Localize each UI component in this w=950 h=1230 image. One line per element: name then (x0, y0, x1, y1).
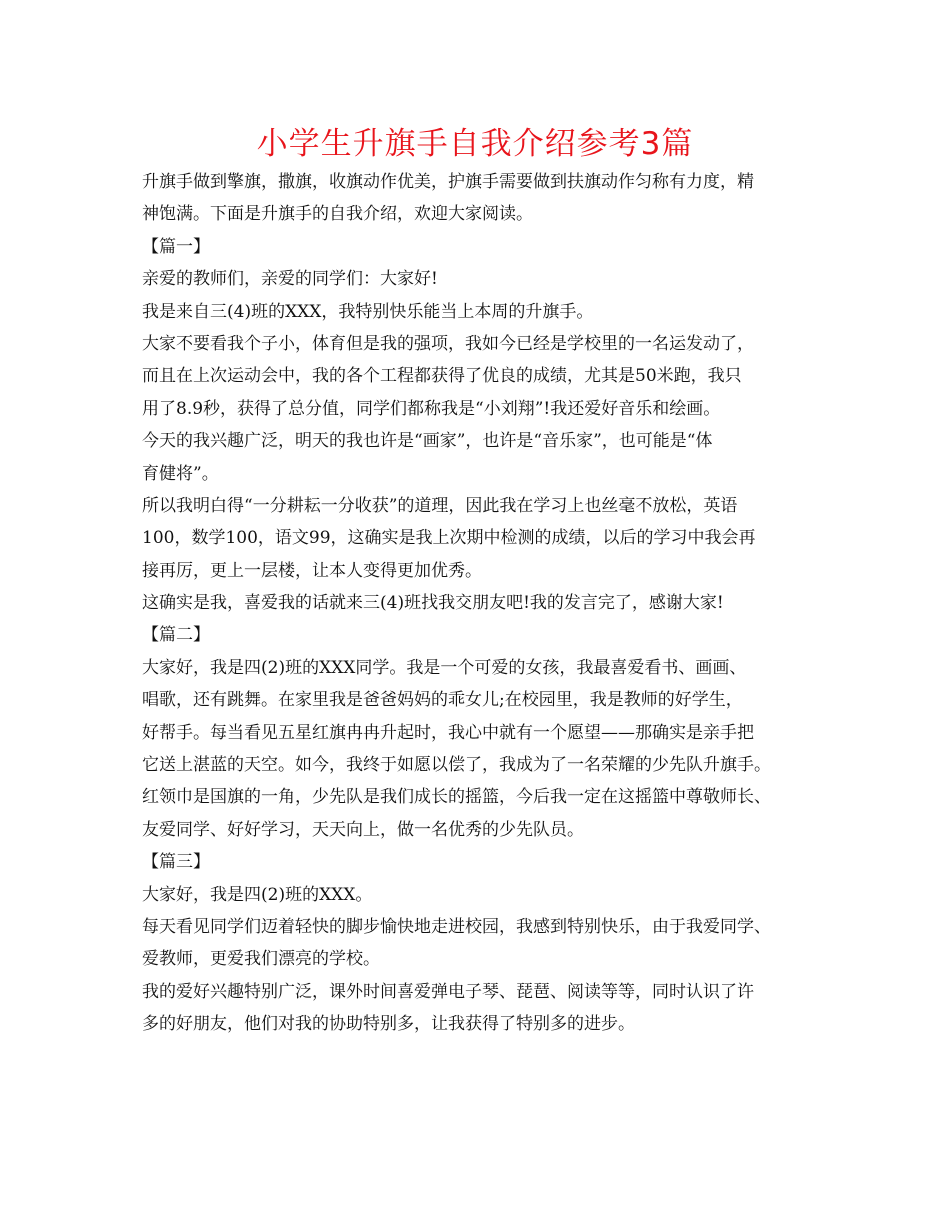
body-line: 大家好，我是四(2)班的XXX。 (142, 884, 373, 905)
body-line: 大家不要看我个子小，体育但是我的强项，我如今已经是学校里的一名运发动了， (142, 333, 754, 354)
body-line: 红领巾是国旗的一角，少先队是我们成长的摇篮，今后我一定在这摇篮中尊敬师长、 (142, 787, 771, 808)
body-line: 它送上湛蓝的天空。如今，我终于如愿以偿了，我成为了一名荣耀的少先队升旗手。 (142, 755, 771, 776)
body-line: 好帮手。每当看见五星红旗冉冉升起时，我心中就有一个愿望——那确实是亲手把 (142, 722, 754, 743)
section-heading: 【篇一】 (142, 236, 210, 257)
section-heading: 【篇二】 (142, 625, 210, 646)
body-line: 唱歌，还有跳舞。在家里我是爸爸妈妈的乖女儿;在校园里，我是教师的好学生， (142, 690, 743, 711)
body-line: 用了8.9秒，获得了总分值，同学们都称我是“小刘翔”!我还爱好音乐和绘画。 (142, 398, 721, 419)
body-line: 友爱同学、好好学习，天天向上，做一名优秀的少先队员。 (142, 819, 584, 840)
body-line: 我的爱好兴趣特别广泛，课外时间喜爱弹电子琴、琵琶、阅读等等，同时认识了许 (142, 981, 754, 1002)
body-line: 100，数学100，语文99，这确实是我上次期中检测的成绩，以后的学习中我会再 (142, 528, 756, 549)
body-line: 接再厉，更上一层楼，让本人变得更加优秀。 (142, 560, 482, 581)
document-title: 小学生升旗手自我介绍参考3篇 (256, 126, 694, 162)
body-line: 今天的我兴趣广泛，明天的我也许是“画家”，也许是“音乐家”，也可能是“体 (142, 431, 713, 452)
body-line: 亲爱的教师们，亲爱的同学们：大家好! (142, 269, 438, 290)
body-line: 这确实是我，喜爱我的话就来三(4)班找我交朋友吧!我的发言完了，感谢大家! (142, 593, 724, 614)
body-line: 而且在上次运动会中，我的各个工程都获得了优良的成绩，尤其是50米跑，我只 (142, 366, 742, 387)
section-heading: 【篇三】 (142, 852, 210, 873)
body-line: 育健将”。 (142, 463, 219, 484)
body-line: 升旗手做到擎旗，撒旗，收旗动作优美，护旗手需要做到扶旗动作匀称有力度，精 (142, 172, 754, 192)
body-line: 神饱满。下面是升旗手的自我介绍，欢迎大家阅读。 (142, 204, 533, 225)
body-line: 每天看见同学们迈着轻快的脚步愉快地走进校园，我感到特别快乐，由于我爱同学、 (142, 916, 771, 937)
body-line: 大家好，我是四(2)班的XXX同学。我是一个可爱的女孩，我最喜爱看书、画画、 (142, 657, 747, 678)
body-line: 爱教师，更爱我们漂亮的学校。 (142, 949, 380, 970)
body-line: 多的好朋友，他们对我的协助特别多，让我获得了特别多的进步。 (142, 1014, 635, 1035)
body-line: 我是来自三(4)班的XXX，我特别快乐能当上本周的升旗手。 (142, 301, 594, 322)
body-line: 所以我明白得“一分耕耘一分收获”的道理，因此我在学习上也丝毫不放松，英语 (142, 495, 738, 516)
document-body (142, 166, 832, 1041)
